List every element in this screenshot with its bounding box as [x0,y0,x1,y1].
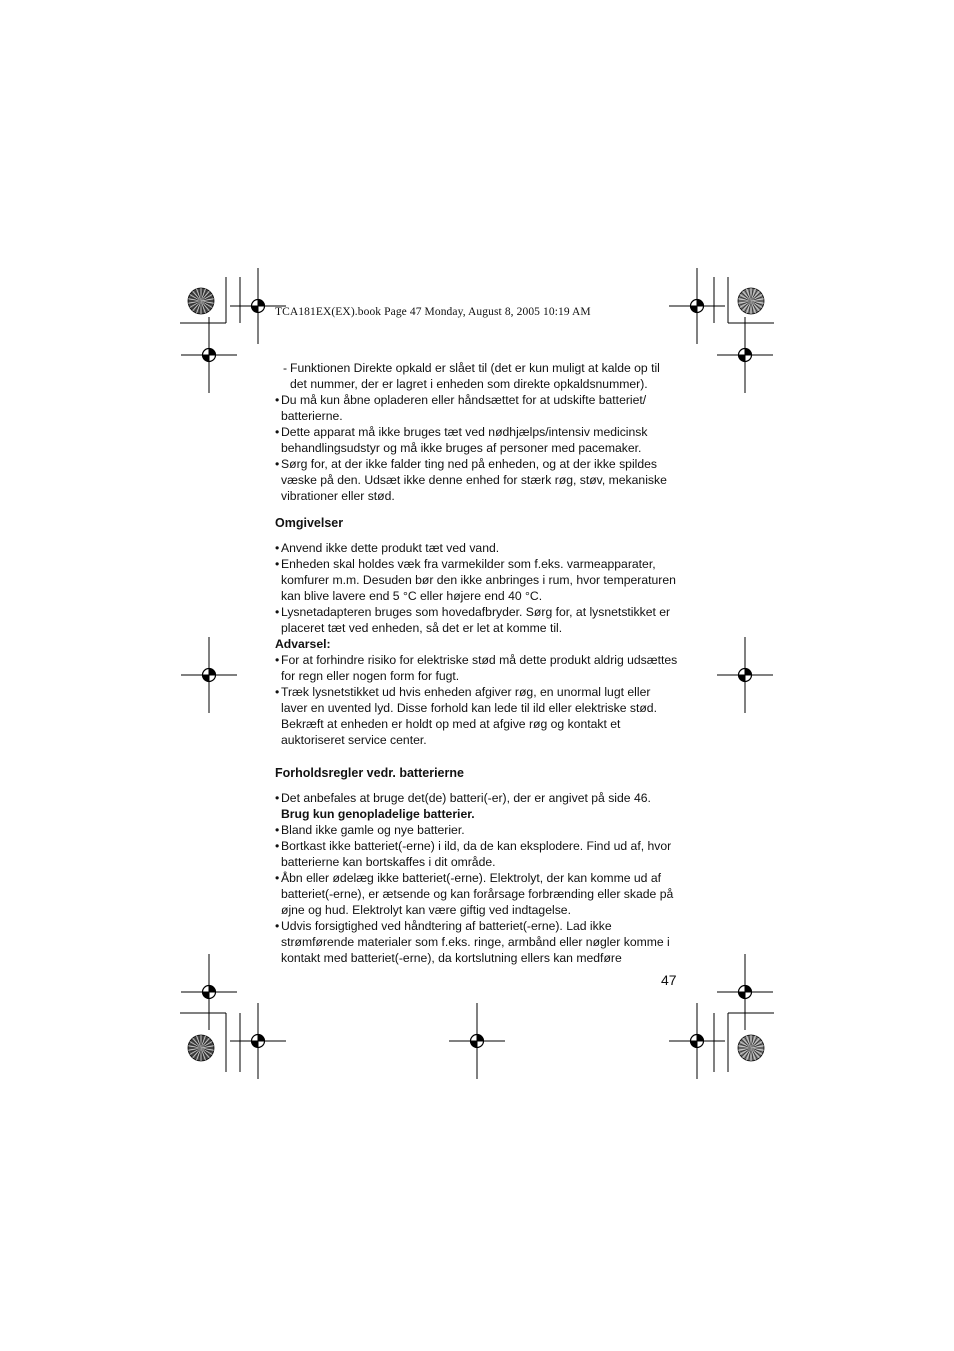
bullet-icon: • [275,653,280,667]
list-item: • Træk lysnetstikket ud hvis enheden afgiver røg, en unormal lugt eller laver en uvented lyd. Disse forhold kan lede til ild eller elektriske stød. Bekræft at enheden er holdt op med at afgive røg og kontakt et auktoriseret service center. [275,685,657,747]
omgivelser-list [275,540,678,636]
sunburst-target-icon [738,1035,764,1061]
registration-mark-icon [181,637,237,713]
section-heading-batterier: Forholdsregler vedr. batterierne [275,766,464,780]
bullet-icon: • [275,919,280,933]
list-item: • Sørg for, at der ikke falder ting ned på enheden, og at der ikke spildes væske på den. Udsæt ikke denne enhed for stærk røg, støv, mekaniske vibrationer eller stød. [275,457,667,503]
sunburst-target-icon [188,1035,214,1061]
page-content [275,360,678,966]
batterier-list [275,790,678,966]
section-heading-omgivelser: Omgivelser [275,516,344,530]
list-item: • Lysnetadapteren bruges som hovedafbryder. Sørg for, at lysnetstikket er placeret tæt ved enheden, så det er let at komme til. [275,605,671,635]
registration-mark-icon [230,1003,286,1079]
bullet-icon: • [275,823,280,837]
bullet-icon: • [275,541,280,555]
list-item: • Udvis forsigtighed ved håndtering af batteriet(-erne). Lad ikke strømførende materialer som f.eks. ringe, armbånd eller nøgler komme i kontakt med batteriet(-erne), da kortslutning ellers kan medføre [275,919,670,965]
list-item: • Det anbefales at bruge det(de) batteri(-er), der er angivet på side 46. Brug kun genopladelige batterier. [275,791,651,821]
registration-mark-icon [181,954,237,1030]
registration-mark-icon [717,954,773,1030]
registration-mark-icon [717,317,773,393]
list-item: • Dette apparat må ikke bruges tæt ved nødhjælps/intensiv medicinsk behandlingsudstyr og må ikke bruges af personer med pacemaker. [275,425,648,455]
bullet-icon: • [275,393,280,407]
list-item: • Anvend ikke dette produkt tæt ved vand. [275,541,500,555]
list-item: • Enheden skal holdes væk fra varmekilder som f.eks. varmeapparater, komfurer m.m. Desuden bør den ikke anbringes i rum, hvor temperaturen kan blive lavere end 5 °C eller højere end 40 °C. [275,557,676,603]
bullet-icon: • [275,871,280,885]
page-number: 47 [661,972,677,988]
bullet-icon: • [275,839,280,853]
warning-list [275,652,678,748]
registration-mark-icon [181,317,237,393]
list-item: - Funktionen Direkte opkald er slået til (det er kun muligt at kalde op til det nummer, der er lagret i enheden som direkte opkaldsnummer). [283,361,660,391]
sunburst-target-icon [188,288,214,314]
bullet-icon: • [275,791,280,805]
intro-list [275,360,678,504]
bullet-icon: • [275,425,280,439]
list-item: • Du må kun åbne opladeren eller håndsættet for at udskifte batteriet/ batterierne. [275,393,647,423]
warning-label: Advarsel: [275,637,331,651]
dash-icon: - [283,361,288,375]
bullet-icon: • [275,457,280,471]
list-item: • Bland ikke gamle og nye batterier. [275,823,465,837]
sunburst-target-icon [738,288,764,314]
list-item: • For at forhindre risiko for elektriske stød må dette produkt aldrig udsættes for regn eller nogen form for fugt. [275,653,678,683]
bullet-icon: • [275,605,280,619]
book-header: TCA181EX(EX).book Page 47 Monday, August 8, 2005 10:19 AM [275,306,591,318]
registration-mark-icon [669,1003,725,1079]
registration-mark-icon [669,268,725,344]
bullet-icon: • [275,557,280,571]
list-item: • Åbn eller ødelæg ikke batteriet(-erne). Elektrolyt, der kan komme ud af batteriet(-erne), er ætsende og kan forårsage forbrænding eller skade på øjne og hud. Elektrolyt kan være giftig ved indtagelse. [275,871,674,917]
registration-mark-icon [449,1003,505,1079]
bullet-icon: • [275,685,280,699]
registration-mark-icon [717,637,773,713]
list-item: • Bortkast ikke batteriet(-erne) i ild, da de kan eksplodere. Find ud af, hvor batterierne kan bortskaffes i dit område. [275,839,672,869]
